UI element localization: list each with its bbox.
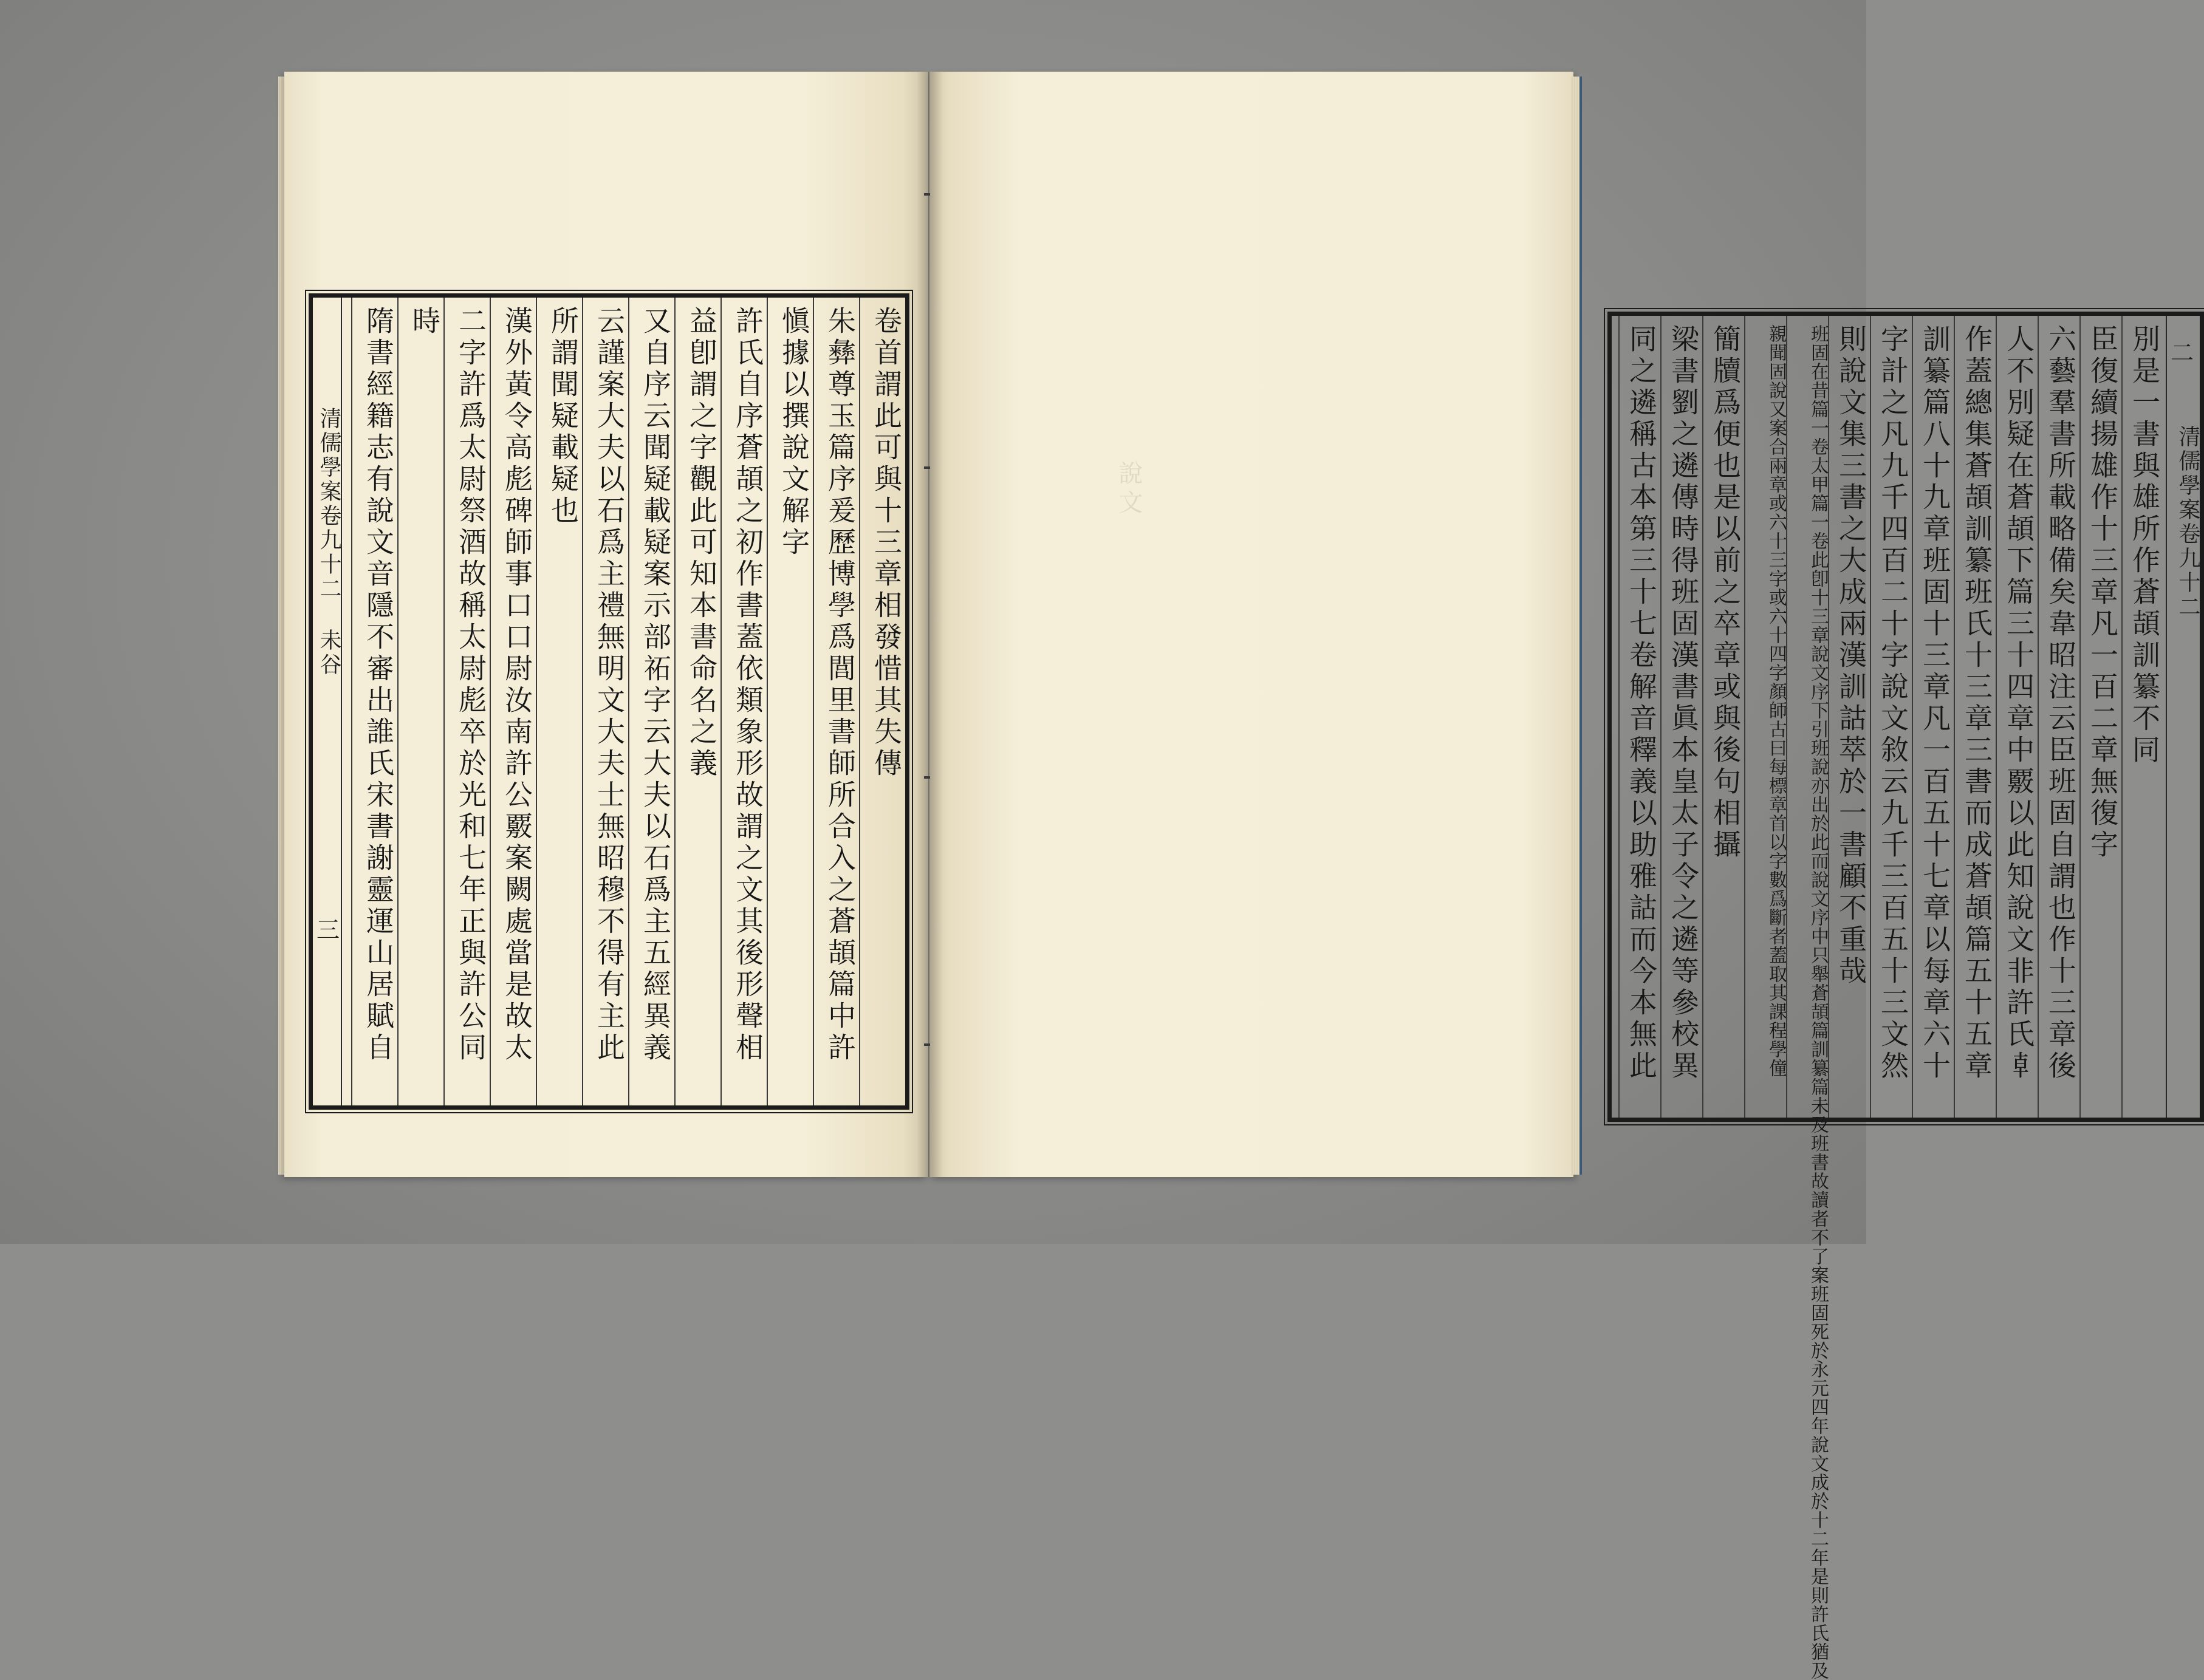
book-edge-right: [1571, 77, 1582, 1175]
left-page-column: 時: [397, 298, 443, 1105]
right-page-column: 則說文集三書之大成兩漢訓詁萃於一書顧不重哉: [1828, 316, 1870, 1118]
left-text-columns: [351, 298, 905, 1105]
right-page-column: 六藝羣書所載略備矣韋昭注云臣班固自謂也作十三章後: [2038, 316, 2079, 1118]
right-page: [929, 72, 2200, 1680]
bleed-through-text: 說文: [1115, 460, 1143, 519]
right-page-column: 簡牘爲便也是以前之卒章或與後句相攝: [1702, 316, 1744, 1118]
left-page: [284, 72, 928, 1177]
right-page-column: 同之遴稱古本第三十七卷解音釋義以助雅詁而今本無此: [1618, 316, 1660, 1118]
left-page-number: 三: [317, 917, 340, 943]
left-page-column: 又自序云聞疑載疑案示部祏字云大夫以石爲主五經異義: [628, 298, 674, 1105]
stitch-mark: [924, 193, 930, 196]
left-banxin: [313, 298, 342, 1105]
left-page-column: 許氏自序蒼頡之初作書蓋依類象形故謂之文其後形聲相: [720, 298, 767, 1105]
right-page-column: 別是一書與雄所作蒼頡訓纂不同: [2121, 316, 2163, 1118]
left-page-column: 愼據以撰說文解字: [767, 298, 813, 1105]
right-page-column: 作蓋總集蒼頡訓纂班氏十三章三書而成蒼頡篇五十五章: [1954, 316, 1996, 1118]
right-page-number: 二: [2170, 340, 2194, 366]
right-page-column: 字計之凡九千四百二十字說文敘云九千三百五十三文然: [1870, 316, 1912, 1118]
left-page-column: 漢外黃令高彪碑師事口口尉汝南許公覈案闕處當是故太: [490, 298, 536, 1105]
right-page-column: 梁書劉之遴傳時得班固漢書眞本皇太子令之遴等參校異: [1660, 316, 1702, 1118]
open-book: [284, 72, 2200, 1680]
right-page-column: 班固在昔篇一卷太甲篇一卷此卽十三章說文序下引班說亦出於此而說文序中只舉蒼頡篇訓纂篇未及班書故讀者不了案班固死於永元四年說文成於十二年是則許氏猶及: [1786, 316, 1828, 1118]
right-page-column: 人不別疑在蒼頡下篇三十四章中覈以此知說文非許氏𠦝: [1996, 316, 2038, 1118]
left-page-column: 云謹案大夫以石爲主禮無明文大夫士無昭穆不得有主此: [582, 298, 628, 1105]
left-page-column: 隋書經籍志有說文音隱不審出誰氏宋書謝靈運山居賦自: [351, 298, 397, 1105]
left-banxin-title: 清儒學案卷九十二 未谷: [317, 407, 341, 677]
right-page-column: 訓纂篇八十九章班固十三章凡一百五十七章以每章六十: [1912, 316, 1954, 1118]
stitch-mark: [924, 466, 930, 469]
right-page-frame: [1607, 312, 2204, 1680]
left-page-column: 二字許爲太尉祭酒故稱太尉彪卒於光和七年正與許公同: [443, 298, 490, 1105]
stitch-mark: [924, 1043, 930, 1046]
right-banxin-title: 清儒學案卷九十二: [2175, 425, 2200, 620]
left-page-column: 所謂聞疑載疑也: [536, 298, 582, 1105]
gutter-shadow: [916, 72, 943, 1177]
right-page-column: 臣復續揚雄作十三章凡一百二章無復字: [2079, 316, 2121, 1118]
right-banxin: [2166, 316, 2200, 1118]
right-page-column: 親聞固說又案合兩章或六十三字或六十四字顏師古曰每標章首以字數爲斷者蓋取其課程學僮: [1744, 316, 1786, 1118]
left-page-column: 卷首謂此可與十三章相發惜其失傳: [859, 298, 905, 1105]
stitch-mark: [924, 776, 930, 779]
left-page-column: 朱彝尊玉篇序爰歷博學爲閭里書師所合入之蒼頡篇中許: [813, 298, 859, 1105]
left-page-column: 益卽謂之字觀此可知本書命名之義: [674, 298, 720, 1105]
right-text-columns: [1618, 316, 2163, 1680]
left-page-frame: [309, 293, 909, 1110]
